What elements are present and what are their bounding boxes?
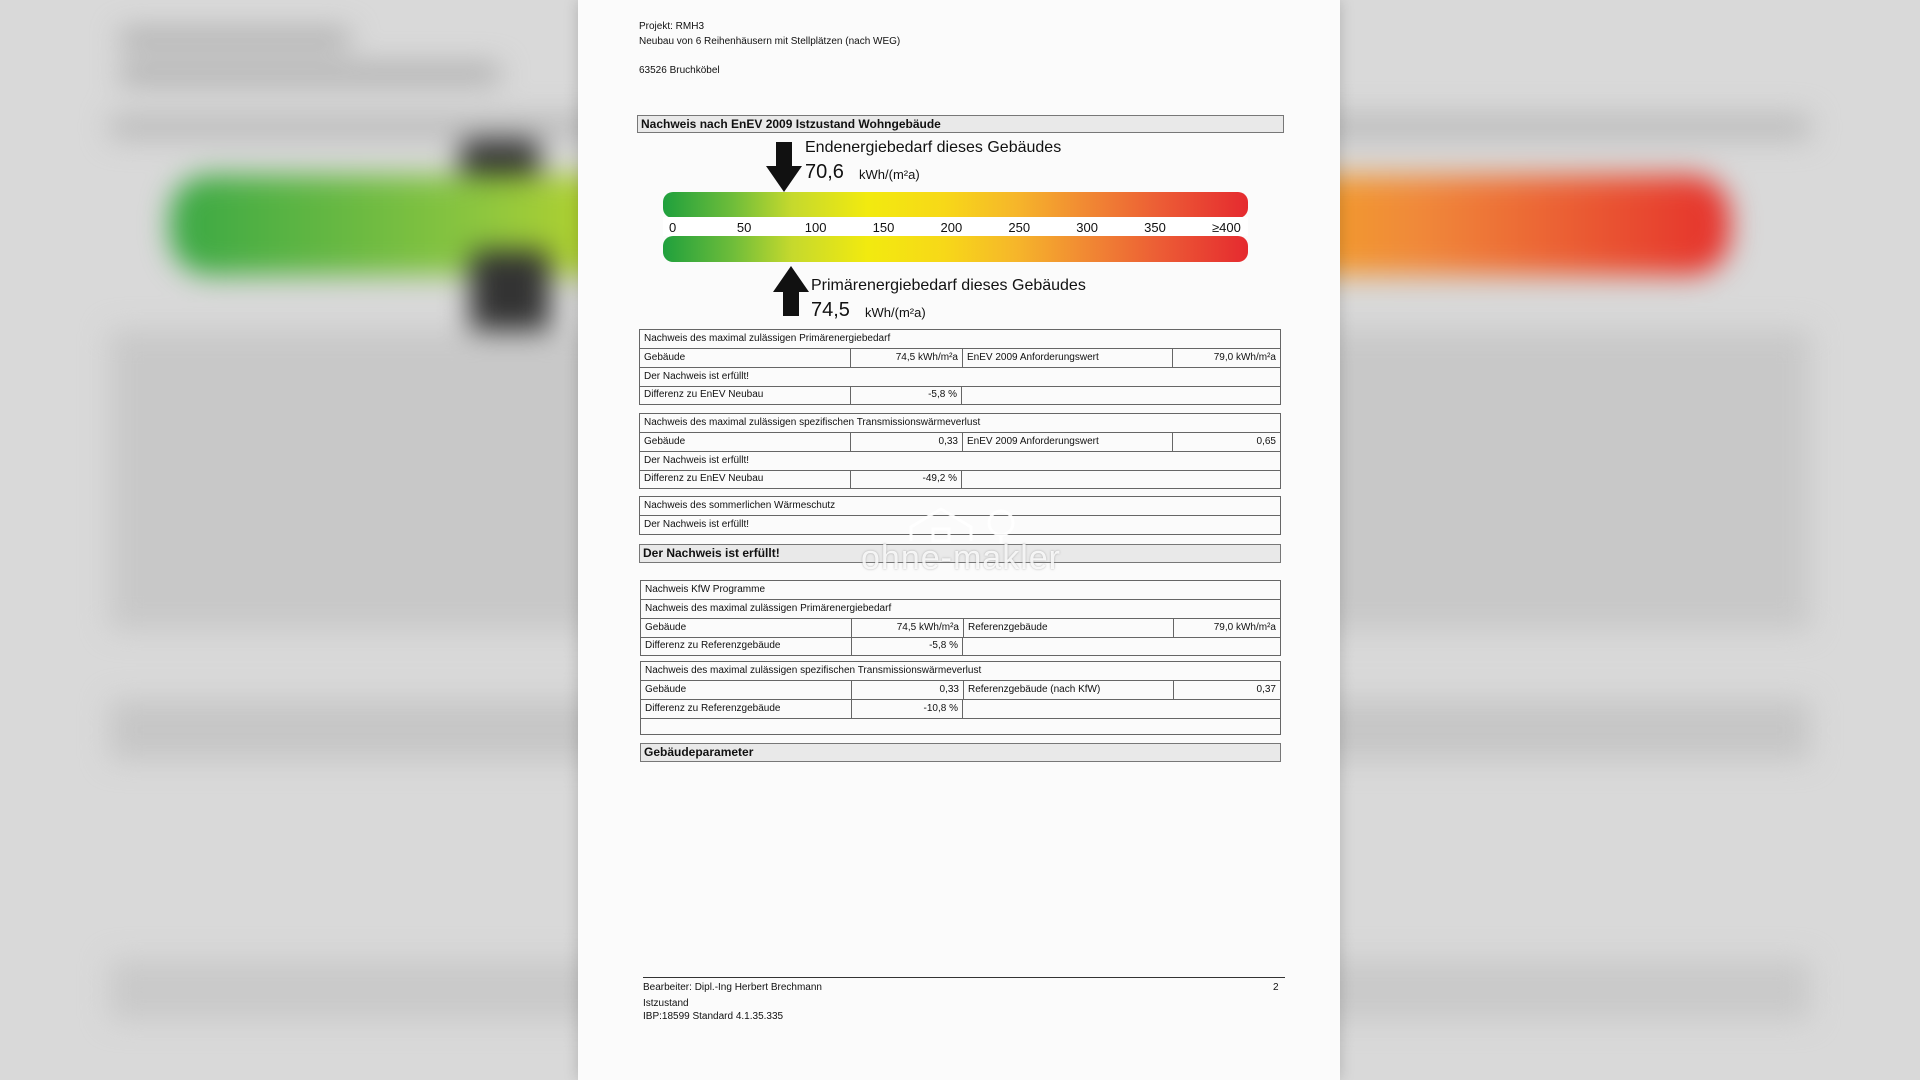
- primaerenergie-arrow-icon: [773, 266, 809, 316]
- gebaeude-value: 0,33: [851, 681, 963, 699]
- scale-tick-label: ≥400: [1212, 220, 1241, 235]
- table-row: [640, 368, 1280, 387]
- gebaeude-value: 0,33: [850, 433, 962, 451]
- energy-scale-bar-top: [663, 192, 1248, 218]
- energy-scale-bar-bottom: [663, 236, 1248, 262]
- differenz-label: Differenz zu Referenzgebäude: [645, 640, 781, 651]
- anforderung-label: EnEV 2009 Anforderungswert: [962, 349, 1172, 367]
- gebaeudeparameter-bar: Gebäudeparameter: [640, 743, 1281, 762]
- endenergie-value: 70,6: [805, 161, 844, 183]
- table-row: [641, 681, 1280, 700]
- table-row: [640, 386, 1280, 404]
- project-description: Neubau von 6 Reihenhäusern mit Stellplätzen (nach WEG): [639, 36, 901, 47]
- anforderung-label: EnEV 2009 Anforderungswert: [962, 433, 1172, 451]
- anforderung-value: 79,0 kWh/m²a: [1172, 349, 1280, 367]
- document-page: [578, 0, 1340, 1080]
- endenergie-arrow-icon: [766, 142, 802, 192]
- scale-tick-label: 50: [736, 220, 752, 235]
- scale-tick-label: 0: [669, 220, 677, 235]
- nachweis-erfuellt: Der Nachweis ist erfüllt!: [644, 455, 750, 466]
- transmission-table: [639, 413, 1281, 489]
- blur-line: [120, 65, 500, 83]
- table-row: [640, 414, 1280, 433]
- blur-arrow: [470, 250, 550, 340]
- gebaeude-value: 74,5 kWh/m²a: [850, 349, 962, 367]
- scale-tick-label: 200: [940, 220, 963, 235]
- endenergie-title: Endenergiebedarf dieses Gebäudes: [805, 139, 1062, 156]
- kfw-table: [640, 580, 1281, 656]
- referenz-value: 79,0 kWh/m²a: [1173, 619, 1280, 637]
- differenz-value: -5,8 %: [850, 386, 962, 404]
- table-row: [641, 581, 1280, 600]
- differenz-label: Differenz zu EnEV Neubau: [644, 473, 764, 484]
- blur-line: [120, 30, 350, 48]
- table-title: Nachweis KfW Programme: [645, 584, 766, 595]
- footer-divider: [643, 977, 1285, 978]
- table-title: Nachweis des sommerlichen Wärmeschutz: [644, 500, 836, 511]
- primaerenergie-value: 74,5: [811, 299, 850, 321]
- project-location: 63526 Bruchköbel: [639, 65, 720, 76]
- scale-tick-label: 300: [1076, 220, 1098, 235]
- scale-tick-label: 150: [872, 220, 895, 235]
- footer-page-number: 2: [1273, 982, 1279, 993]
- primaerenergie-title: Primärenergiebedarf dieses Gebäudes: [811, 277, 1086, 294]
- watermark-text: ohne-makler: [861, 539, 1061, 577]
- table-row: [640, 452, 1280, 471]
- differenz-value: -5,8 %: [851, 637, 963, 655]
- gebaeude-label: Gebäude: [644, 352, 686, 363]
- kfw-transmission-table: [640, 661, 1281, 735]
- table-row: [640, 349, 1280, 368]
- referenz-label: Referenzgebäude (nach KfW): [963, 681, 1173, 699]
- nachweis-erfuellt: Der Nachweis ist erfüllt!: [644, 519, 750, 530]
- gebaeude-label: Gebäude: [645, 622, 687, 633]
- summary-bar: Der Nachweis ist erfüllt!: [639, 544, 1281, 563]
- scale-tick-label: 100: [804, 220, 827, 235]
- referenz-label: Referenzgebäude: [963, 619, 1173, 637]
- footer-bearbeiter: Bearbeiter: Dipl.-Ing Herbert Brechmann: [643, 982, 822, 993]
- differenz-label: Differenz zu Referenzgebäude: [645, 703, 781, 714]
- referenz-value: 0,37: [1173, 681, 1280, 699]
- nachweis-erfuellt: Der Nachweis ist erfüllt!: [644, 371, 750, 382]
- table-row: [640, 433, 1280, 452]
- differenz-value: -49,2 %: [850, 470, 962, 488]
- differenz-label: Differenz zu EnEV Neubau: [644, 389, 764, 400]
- watermark: [846, 505, 1076, 585]
- anforderung-value: 0,65: [1172, 433, 1280, 451]
- gebaeude-label: Gebäude: [645, 684, 687, 695]
- gebaeude-value: 74,5 kWh/m²a: [851, 619, 963, 637]
- primaerenergie-table: [639, 329, 1281, 405]
- main-title-bar: Nachweis nach EnEV 2009 Istzustand Wohngebäude: [637, 115, 1284, 133]
- table-title: Nachweis des maximal zulässigen Primärenergiebedarf: [644, 333, 891, 344]
- table-row: [641, 637, 1280, 655]
- footer-istzustand: Istzustand: [643, 998, 689, 1009]
- footer-software: IBP:18599 Standard 4.1.35.335: [643, 1011, 784, 1022]
- project-label: Projekt: RMH3: [639, 21, 705, 32]
- table-row: [641, 700, 1280, 719]
- table-row: [641, 662, 1280, 681]
- differenz-value: -10,8 %: [851, 700, 963, 718]
- table-row: [640, 330, 1280, 349]
- table-row: [641, 619, 1280, 638]
- scale-tick-label: 350: [1144, 220, 1166, 235]
- table-title: Nachweis des maximal zulässigen spezifischen Transmissionswärmeverlust: [644, 417, 981, 428]
- gebaeude-label: Gebäude: [644, 436, 686, 447]
- table-row: [640, 470, 1280, 488]
- scale-tick-label: 250: [1008, 220, 1031, 235]
- endenergie-unit: kWh/(m²a): [859, 167, 920, 182]
- table-row: [641, 600, 1280, 619]
- table-subtitle: Nachweis des maximal zulässigen Primärenergiebedarf: [645, 603, 892, 614]
- primaerenergie-unit: kWh/(m²a): [865, 305, 926, 320]
- table-row-empty: [641, 718, 1280, 736]
- table-title: Nachweis des maximal zulässigen spezifischen Transmissionswärmeverlust: [645, 665, 982, 676]
